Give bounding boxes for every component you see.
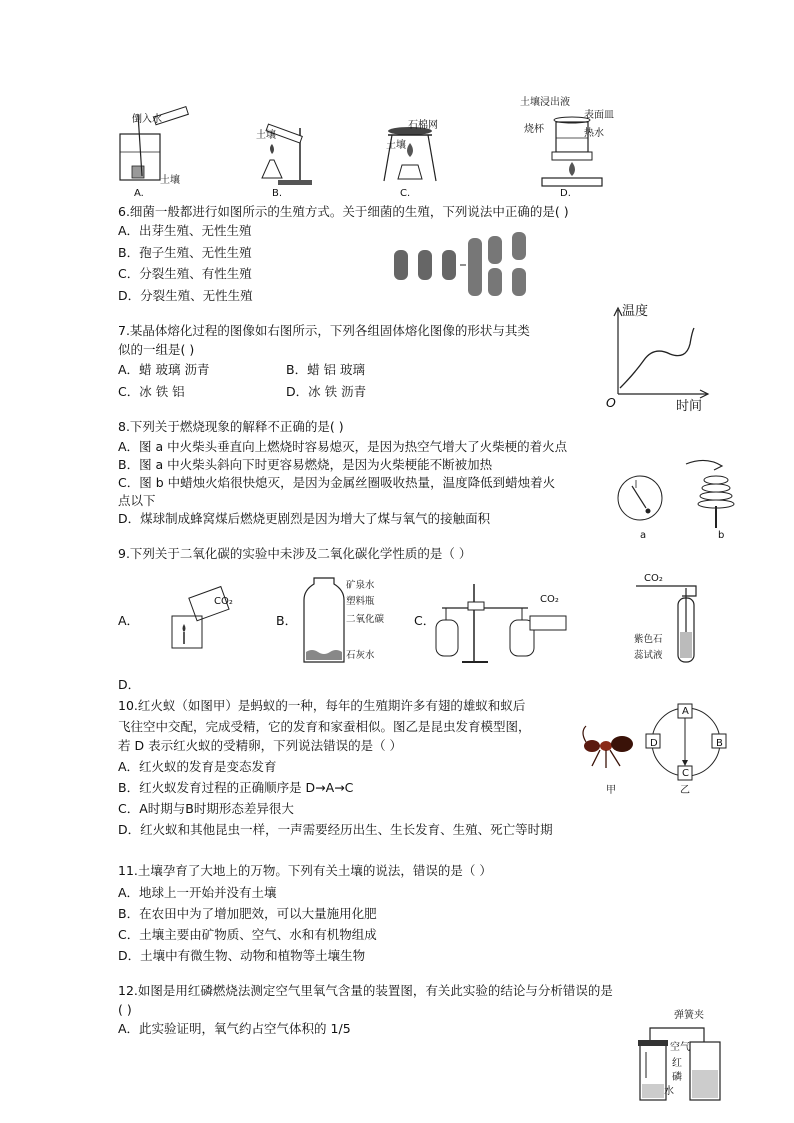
water-bath-figure (542, 112, 602, 188)
fig-b-label-plastic-bottle: 塑料瓶 (346, 596, 375, 607)
q10-option-c: C．A时期与B时期形态差异很大 (118, 801, 294, 816)
q7-option-d: D．冰 铁 沥青 (286, 384, 367, 399)
q11-option-d: D．土壤中有微生物、动物和植物等土壤生物 (118, 948, 366, 963)
water-label: 水 (664, 1086, 674, 1097)
fig-d-label-litmus: 蕊试液 (634, 650, 663, 661)
fig-d-label-purple: 紫色石 (634, 634, 663, 645)
fig-jia-label: 甲 (606, 785, 616, 796)
spring-clip-label: 弹簧夹 (674, 1010, 704, 1021)
q7-option-a: A．蜡 玻璃 沥青 (118, 362, 210, 377)
q9-option-d-label: D． (118, 677, 141, 692)
q6-stem: 6.细菌一般都进行如图所示的生殖方式。关于细菌的生殖，下列说法中正确的是( ) (118, 204, 569, 219)
fig-yi-label: 乙 (680, 785, 690, 796)
soil-label-c: 土壤 (386, 140, 406, 151)
balance-beam-figure (434, 580, 574, 664)
q9-option-b-label: B． (276, 613, 298, 628)
q7-stem-line1: 7.某晶体熔化过程的图像如右图所示，下列各组固体熔化图像的形状与其类 (118, 323, 530, 338)
q7-option-b: B．蜡 铝 玻璃 (286, 362, 366, 377)
match-figure-a (616, 474, 664, 526)
q12-option-a: A．此实验证明，氧气约占空气体积的 1/5 (118, 1021, 351, 1036)
q12-stem-line2: ( ) (118, 1002, 132, 1017)
q8-option-b: B．图 a 中火柴头斜向下时更容易燃烧，是因为火柴梗能不断被加热 (118, 457, 493, 472)
beaker-label: 烧杯 (524, 124, 544, 135)
soil-label-a: 土壤 (160, 175, 180, 186)
fire-ant-figure (580, 722, 636, 772)
figure-label-d: D. (560, 188, 571, 199)
fig-b-label-co2: 二氧化碳 (346, 614, 385, 625)
figure-label-b: B. (272, 188, 283, 199)
bacteria-fission-figure (392, 230, 532, 300)
q8-option-c-line2: 点以下 (118, 493, 156, 508)
q10-stem-line1: 10.红火蚁（如图甲）是蚂蚁的一种，每年的生殖期许多有翅的雄蚁和蚁后 (118, 698, 526, 713)
q7-stem-line2: 似的一组是( ) (118, 342, 195, 357)
q10-option-a: A．红火蚁的发育是变态发育 (118, 759, 277, 774)
q10-option-b: B．红火蚁发育过程的正确顺序是 D→A→C (118, 780, 354, 795)
q10-stem-line2: 飞往空中交配，完成受精，它的发育和家蚕相似。图乙是昆虫发育模型图， (118, 719, 531, 734)
q9-stem: 9.下列关于二氧化碳的实验中未涉及二氧化碳化学性质的是（ ） (118, 546, 472, 561)
q9-option-c-label: C． (414, 613, 436, 628)
q10-option-d: D．红火蚁和其他昆虫一样，一声需要经历出生、生长发育、生殖、死亡等时期 (118, 822, 553, 837)
air-label: 空气 (670, 1042, 690, 1053)
soil-label-b: 土壤 (256, 130, 276, 141)
asbestos-net-label: 石棉网 (408, 120, 438, 131)
cycle-node-b: B (716, 738, 723, 749)
q10-stem-line3: 若 D 表示红火蚁的受精卵，下列说法错误的是（ ） (118, 738, 403, 753)
q8-option-d: D．煤球制成蜂窝煤后燃烧更剧烈是因为增大了煤与氧气的接触面积 (118, 511, 491, 526)
hot-water-label: 热水 (584, 128, 604, 139)
cycle-node-d: D (650, 738, 658, 749)
q11-stem: 11.土壤孕育了大地上的万物。下列有关土壤的说法，错误的是（ ） (118, 863, 492, 878)
fig-c-co2-label: CO₂ (540, 594, 559, 605)
q7-option-c: C．冰 铁 铝 (118, 384, 185, 399)
graph-ylabel: 温度 (622, 304, 649, 319)
q6-option-a: A．出芽生殖、无性生殖 (118, 223, 252, 238)
fig-b-label-mineral-water: 矿泉水 (346, 580, 375, 591)
q6-option-d: D．分裂生殖、无性生殖 (118, 288, 253, 303)
q11-option-a: A．地球上一开始并没有土壤 (118, 885, 277, 900)
graph-origin: O (606, 395, 616, 410)
plastic-bottle-figure (300, 574, 348, 668)
soil-extract-label: 土壤浸出液 (520, 97, 570, 108)
q8-option-c-line1: C．图 b 中蜡烛火焰很快熄灭，是因为金属丝圈吸收热量，温度降低到蜡烛着火 (118, 475, 556, 490)
q8-option-a: A．图 a 中火柴头垂直向上燃烧时容易熄灭，是因为热空气增大了火柴梗的着火点 (118, 439, 568, 454)
cycle-node-c: C (682, 768, 689, 779)
tripod-heating-figure (380, 125, 440, 187)
figure-label-c: C. (400, 188, 411, 199)
match-figure-a-label: a (640, 530, 647, 541)
cycle-node-a: A (682, 706, 689, 717)
phosphorus-label: 磷 (672, 1072, 682, 1083)
q6-option-b: B．孢子生殖、无性生殖 (118, 245, 252, 260)
figure-label-a: A. (134, 188, 144, 199)
q11-option-c: C．土壤主要由矿物质、空气、水和有机物组成 (118, 927, 377, 942)
watch-glass-label: 表面皿 (584, 110, 614, 121)
q9-option-a-label: A． (118, 613, 140, 628)
q12-stem-line1: 12.如图是用红磷燃烧法测定空气里氧气含量的装置图，有关此实验的结论与分析错误的是 (118, 983, 613, 998)
q8-stem: 8.下列关于燃烧现象的解释不正确的是( ) (118, 419, 344, 434)
fig-b-label-limewater: 石灰水 (346, 650, 375, 661)
candle-figure-b-label: b (718, 530, 725, 541)
graph-xlabel: 时间 (676, 399, 703, 414)
q11-option-b: B．在农田中为了增加肥效，可以大量施用化肥 (118, 906, 377, 921)
fig-a-co2-label: CO₂ (214, 596, 233, 607)
fig-d-co2-label: CO₂ (644, 573, 663, 584)
candle-coil-figure (676, 456, 736, 530)
pour-water-label: 倒入水 (132, 114, 162, 125)
red-label: 红 (672, 1058, 682, 1069)
q6-option-c: C．分裂生殖、有性生殖 (118, 266, 252, 281)
